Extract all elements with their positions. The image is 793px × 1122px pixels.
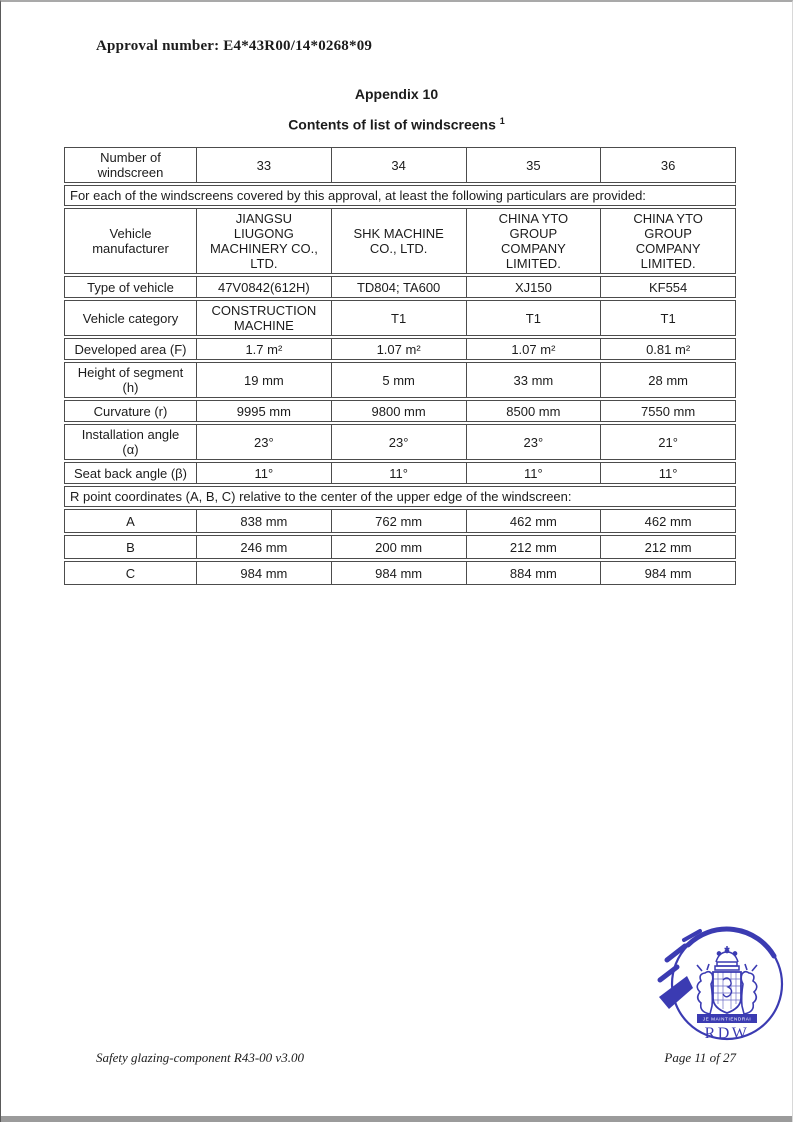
table-row-number-of-windscreen-value: 35 [466,148,601,182]
table-coord-row [64,535,736,559]
table-row-value: 28 mm [600,363,735,397]
table-row-label: Vehicle manufacturer [92,226,169,256]
table-row-label: Curvature (r) [93,403,168,419]
table-coord-row-value: 212 mm [600,536,735,558]
table-coord-row-value: 884 mm [466,562,601,584]
table-row-number-of-windscreen-value: 33 [196,148,331,182]
table-coord-row-value: 984 mm [331,562,466,584]
table-row-value: CHINA YTO GROUP COMPANY LIMITED. [600,209,735,273]
table-row [64,300,736,336]
table-coord-row [64,509,736,533]
table-coord-row-label: C [125,565,136,581]
table-row-value: 1.07 m² [466,339,601,359]
table-row-value: 9800 mm [331,401,466,421]
table-row-value: T1 [600,301,735,335]
appendix-title: Appendix 10 [354,86,439,102]
table-row-value: 5 mm [331,363,466,397]
table-row-value: 9995 mm [196,401,331,421]
motto-text: JE MAINTIENDRAI [702,1016,752,1022]
table-row-value: 11° [600,463,735,483]
table-note-particulars [64,185,736,206]
table-row-value: 8500 mm [466,401,601,421]
page-bottom-edge [1,1116,792,1122]
table-row-value: CHINA YTO GROUP COMPANY LIMITED. [466,209,601,273]
contents-title-footnote-marker: 1 [499,116,505,126]
table-row-value: 33 mm [466,363,601,397]
table-row-value: XJ150 [466,277,601,297]
table-row-value: CONSTRUCTION MACHINE [196,301,331,335]
table-row-value: 1.7 m² [196,339,331,359]
table-row-label: Developed area (F) [74,341,187,357]
table-row-value: 21° [600,425,735,459]
rdw-text: RDW [704,1025,750,1042]
table-row-value: 11° [331,463,466,483]
table-row-label: Type of vehicle [87,279,174,295]
shield-icon [713,972,741,1013]
table-coord-row-value: 462 mm [466,510,601,532]
table-row [64,338,736,360]
table-coord-row-value: 212 mm [466,536,601,558]
table-coord-row-value: 762 mm [331,510,466,532]
speed-line-1 [660,967,677,980]
rdw-stamp-icon [656,924,790,1046]
table-row-value: 1.07 m² [331,339,466,359]
table-row-label: Vehicle category [82,310,179,326]
table-row-number-of-windscreen-value: 34 [331,148,466,182]
page-footer [96,1050,736,1066]
footer-document-name: Safety glazing-component R43-00 v3.00 [96,1050,304,1065]
table-row-value: TD804; TA600 [331,277,466,297]
table-row-value: T1 [466,301,601,335]
approval-number: Approval number: E4*43R00/14*0268*09 [96,38,373,54]
table-row-label: Installation angle (α) [81,427,180,457]
table-row [64,400,736,422]
table-row-value: 11° [466,463,601,483]
table-row-value: 11° [196,463,331,483]
table-row-number-of-windscreen [64,147,736,183]
table-row [64,208,736,274]
table-row [64,462,736,484]
table-row-value: 7550 mm [600,401,735,421]
table-coord-row-value: 246 mm [196,536,331,558]
table-row-value: JIANGSU LIUGONG MACHINERY CO., LTD. [196,209,331,273]
coat-of-arms [697,946,757,1014]
lion-left-icon [697,964,713,1014]
table-row [64,424,736,460]
table-row [64,362,736,398]
table-row-number-of-windscreen-label: Number of windscreen [97,150,164,180]
table-row-value: 23° [196,425,331,459]
table-row [64,276,736,298]
table-coord-row-label: A [126,513,135,529]
table-row-value: 23° [466,425,601,459]
table-row-value: 47V0842(612H) [196,277,331,297]
table-note-r-point-coordinates [64,486,736,507]
table-row-value: 19 mm [196,363,331,397]
table-coord-row-value: 984 mm [196,562,331,584]
table-row-value: 23° [331,425,466,459]
table-coord-row-value: 838 mm [196,510,331,532]
table-row-number-of-windscreen-value: 36 [600,148,735,182]
table-note-particulars-text: For each of the windscreens covered by this approval, at least the following particulars are provided: [70,188,646,203]
contents-title-text: Contents of list of windscreens [288,116,496,133]
footer-page-number: Page 11 of 27 [664,1050,736,1065]
table-note-r-point-coordinates-text: R point coordinates (A, B, C) relative to the center of the upper edge of the windscreen: [70,489,572,504]
table-coord-row-value: 200 mm [331,536,466,558]
contents-title [1,116,792,133]
lion-right-icon [741,964,757,1014]
table-coord-row [64,561,736,585]
table-row-value: KF554 [600,277,735,297]
table-coord-row-label: B [126,539,135,555]
table-row-value: SHK MACHINE CO., LTD. [331,209,466,273]
rdw-stamp [656,924,790,1046]
table-row-label: Height of segment (h) [77,365,184,395]
crown-icon [715,946,739,970]
table-coord-row-value: 984 mm [600,562,735,584]
windscreen-table [64,147,736,585]
table-row-label: Seat back angle (β) [74,465,187,481]
table-coord-row-value: 462 mm [600,510,735,532]
table-row-value: T1 [331,301,466,335]
table-row-value: 0.81 m² [600,339,735,359]
